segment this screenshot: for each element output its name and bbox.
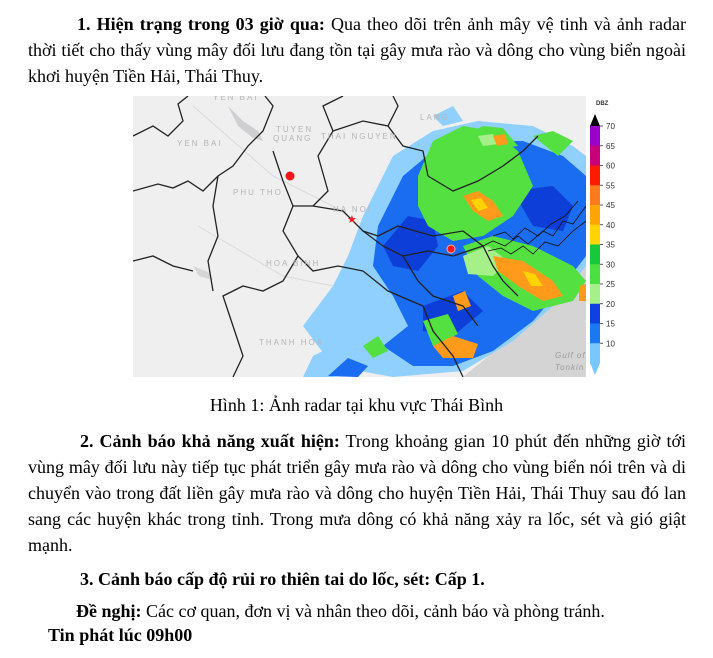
legend-colorbar [590,126,600,363]
legend-tick-label: 30 [606,260,615,270]
legend-color-step [590,225,600,245]
recommendation-label: Đề nghị: [76,601,142,621]
ha-noi-star-icon: ★ [347,213,357,226]
legend-tick-label: 70 [606,122,615,131]
legend-color-step [590,205,600,225]
section-current-status-heading: 1. Hiện trạng trong 03 giờ qua: [77,14,325,34]
map-label-tuyen: TUYEN [276,125,314,134]
legend-tick-label: 55 [606,181,615,191]
map-label-tonkin: Tonkin [555,363,585,372]
section-current-status-body: Qua theo dõi trên ảnh mây vệ tinh và ảnh radar thời tiết cho thấy vùng mây đối lưu đang tồn tại gây mưa rào và dông cho vùng biển ngoài khơi huyện Tiền Hải, Thái Thuy. [28,14,686,86]
legend-color-step [590,245,600,265]
map-label-lang: LANG [420,113,450,122]
section-warning-heading: 2. Cảnh báo khả năng xuất hiện: [80,431,340,451]
map-label-ha-noi: HA NOI [333,205,373,214]
legend-tick-label: 10 [606,339,615,349]
section-current-status [28,11,686,89]
legend-tick-label: 60 [606,161,615,171]
map-label-yen-bai-top: YEN BAI [213,96,259,102]
map-label-yen-bai: YEN BAI [177,139,223,148]
map-label-quang: QUANG [273,134,313,143]
legend-tick-label: 65 [606,141,615,151]
legend-color-step [590,343,600,363]
section-risk-level: 3. Cảnh báo cấp độ rủi ro thiên tai do lốc, sét: Cấp 1. [80,569,485,589]
issued-time: Tin phát lúc 09h00 [48,625,193,645]
legend-unit: DBZ [596,101,609,107]
legend-color-step [590,264,600,284]
figure-caption: Hình 1: Ảnh radar tại khu vực Thái Bình [209,395,504,415]
legend-tick-label: 35 [606,240,615,250]
map-label-phu-tho: PHU THO [233,188,283,197]
legend-color-step [590,126,600,146]
legend-tick-label: 20 [606,299,615,309]
section-warning [28,428,686,558]
recommendation-body: Các cơ quan, đơn vị và nhân theo dõi, cảnh báo và phòng tránh. [141,601,605,621]
location-marker-dot [286,172,295,181]
legend-color-step [590,185,600,205]
legend-tick-label: 15 [606,319,615,329]
map-label-hoa-binh: HOA BINH [266,259,321,268]
thai-binh-marker-icon [447,245,455,253]
legend-color-step [590,146,600,166]
legend-color-step [590,284,600,304]
radar-map-image [133,96,626,377]
section-warning-body: Trong khoảng gian 10 phút đến những giờ tới vùng mây đối lưu này tiếp tục phát triển gây mưa rào và dông cho vùng biển nói trên và di chuyển vào trong đất liền gây mưa rào và dông cho huyện Tiền Hải, Thái Thuy sau đó lan sang các huyện khác trong tỉnh. Trong mưa dông có khả năng xảy ra lốc, sét và gió giật mạnh. [28,431,687,555]
legend-tick-label: 40 [606,220,615,230]
map-label-thanh-hoa: THANH HOA [259,338,325,347]
map-label-thai-nguyen: THAI NGUYEN [321,132,398,141]
recommendation [76,598,605,624]
legend-tick-label: 25 [606,280,615,289]
legend-color-step [590,324,600,344]
legend-color-step [590,166,600,186]
legend-tick-label: 45 [606,201,615,210]
legend-color-step [590,304,600,324]
map-label-gulf: Gulf of [555,351,586,360]
